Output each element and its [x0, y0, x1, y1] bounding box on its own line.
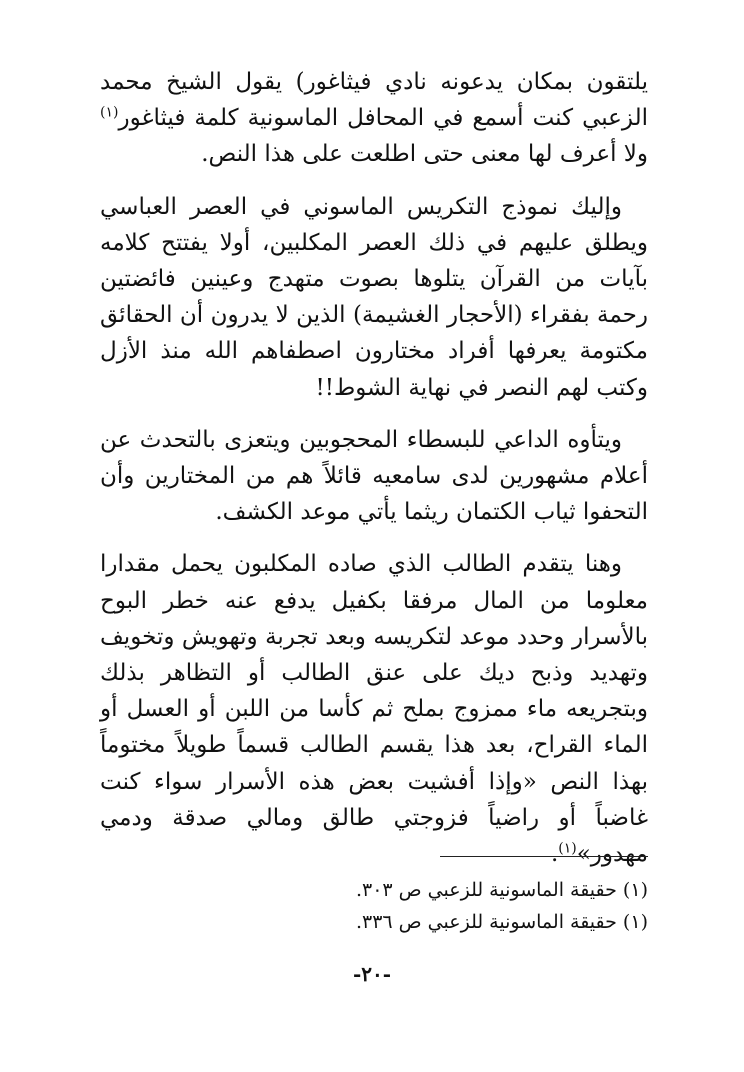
footnote-1: (١) حقيقة الماسونية للزعبي ص ٣٠٣.	[355, 879, 648, 901]
footnote-divider	[440, 856, 648, 857]
paragraph-4	[100, 546, 648, 872]
body-text	[100, 64, 648, 872]
footnote-2: (١) حقيقة الماسونية للزعبي ص ٣٣٦.	[355, 911, 648, 933]
paragraph-1-text-end: ولا أعرف لها معنى حتى اطلعت على هذا النص.	[201, 141, 648, 168]
paragraph-1	[100, 64, 648, 173]
footnotes	[100, 874, 648, 938]
paragraph-3: ويتأوه الداعي للبسطاء المحجوبين ويتعزى بالتحدث عن أعلام مشهورين لدى سامعيه قائلاً هم من المختارين وأن التحفوا ثياب الكتمان ريثما يأتي موعد الكشف.	[100, 426, 648, 526]
paragraph-2: وإليك نموذج التكريس الماسوني في العصر العباسي ويطلق عليهم في ذلك العصر المكلبين، أولا يفتتح كلامه بآيات من القرآن يتلوها بصوت متهدج وعينين فائضتين رحمة بفقراء (الأحجار الغشيمة) الذين لا يدرون أن الحقائق مكتومة يعرفها أفراد مختارون اصطفاهم الله منذ الأزل وكتب لهم النصر في نهاية الشوط!!	[100, 193, 648, 401]
page-number: -٢٠-	[352, 962, 392, 986]
footnote-ref-1: (١)	[100, 104, 119, 121]
paragraph-1-text: يلتقون بمكان يدعونه نادي فيثاغور) يقول الشيخ محمد الزعبي كنت أسمع في المحافل الماسونية كلمة فيثاغور	[100, 69, 648, 132]
footnote-ref-2: (١)	[558, 840, 577, 857]
paragraph-4-text-end: .	[550, 841, 559, 868]
paragraph-4-text: وهنا يتقدم الطالب الذي صاده المكلبون يحمل مقدارا معلوما من المال مرفقا بكفيل يدفع عنه خطر البوح بالأسرار وحدد موعد لتكريسه وبعد تجربة وتهويش وتخويف وتهديد وذبح ديك على عنق الطالب أو التظاهر بذلك وبتجريعه ماء ممزوج بملح ثم كأسا من اللبن أو العسل أو الماء القراح، بعد هذا يقسم الطالب قسماً طويلاً مختوماً بهذا النص «وإذا أفشيت بعض هذه الأسرار سواء كنت غاضباً أو راضياً فزوجتي طالق ومالي صدقة ودمي مهدور»	[100, 551, 648, 868]
